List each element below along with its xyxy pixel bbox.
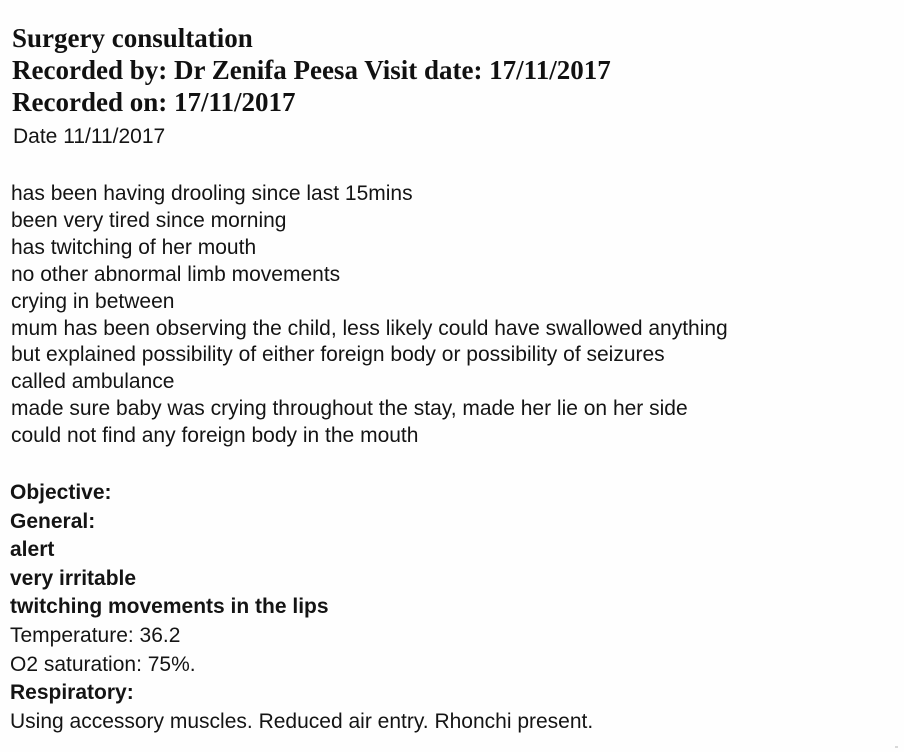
objective-section bbox=[10, 479, 593, 736]
document-header bbox=[12, 22, 611, 118]
recorded-on-line: Recorded on: 17/11/2017 bbox=[12, 87, 296, 117]
note-line: crying in between bbox=[11, 289, 175, 313]
note-line: no other abnormal limb movements bbox=[11, 262, 341, 286]
document-title: Surgery consultation bbox=[12, 23, 253, 53]
general-item: twitching movements in the lips bbox=[10, 595, 329, 619]
history-notes bbox=[11, 181, 728, 450]
general-item: alert bbox=[10, 538, 55, 562]
note-line: called ambulance bbox=[11, 370, 175, 394]
o2-saturation-reading: O2 saturation: 75%. bbox=[10, 652, 196, 676]
note-line: has been having drooling since last 15mins bbox=[11, 182, 413, 205]
note-line: could not find any foreign body in the mouth bbox=[11, 424, 419, 448]
general-item: very irritable bbox=[10, 566, 137, 590]
general-heading: General: bbox=[10, 509, 96, 533]
respiratory-heading: Respiratory: bbox=[10, 681, 134, 705]
scan-speck bbox=[895, 746, 898, 748]
objective-heading: Objective: bbox=[10, 481, 112, 504]
respiratory-findings: Using accessory muscles. Reduced air entry. Rhonchi present. bbox=[10, 709, 594, 733]
recorded-by-line: Recorded by: Dr Zenifa Peesa Visit date: 17/11/2017 bbox=[12, 55, 611, 85]
temperature-reading: Temperature: 36.2 bbox=[10, 623, 181, 647]
note-line: mum has been observing the child, less likely could have swallowed anything bbox=[11, 316, 728, 340]
note-line: been very tired since morning bbox=[11, 208, 287, 232]
note-line: has twitching of her mouth bbox=[11, 235, 257, 259]
note-date: Date 11/11/2017 bbox=[13, 125, 166, 148]
note-line: made sure baby was crying throughout the stay, made her lie on her side bbox=[11, 397, 688, 421]
note-line: but explained possibility of either foreign body or possibility of seizures bbox=[11, 343, 665, 367]
